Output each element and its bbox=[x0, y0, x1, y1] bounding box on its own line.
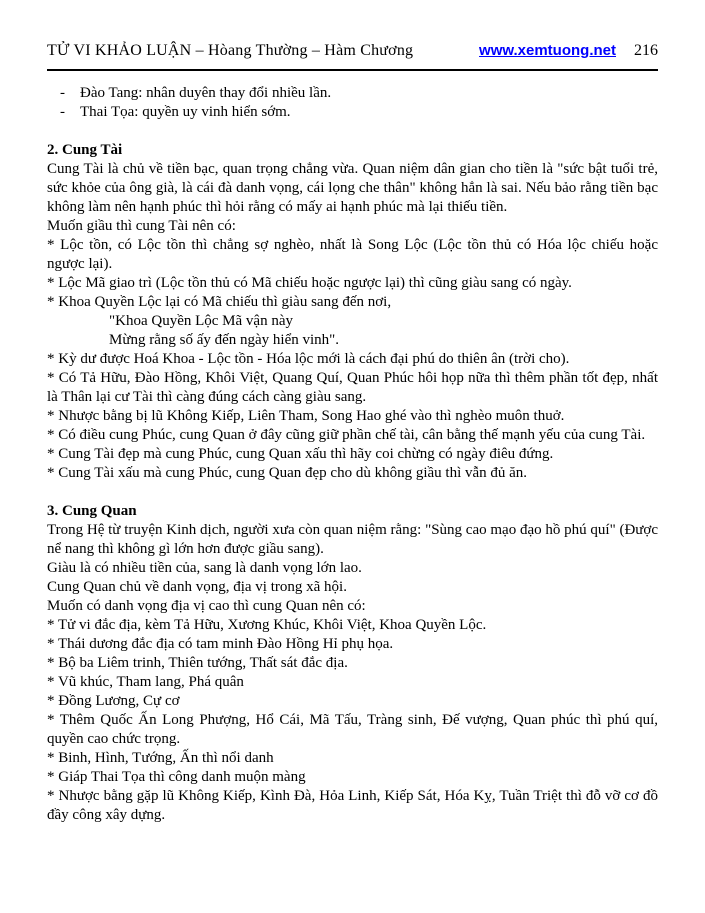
paragraph: * Nhược bằng gặp lũ Không Kiếp, Kình Đà, Hỏa Linh, Kiếp Sát, Hóa Kỵ, Tuần Triệt thì đỗ vỡ cơ đồ đầy công xây dựng. bbox=[47, 788, 658, 823]
list-item-text: Thai Tọa: quyền uy vinh hiển sớm. bbox=[80, 104, 291, 120]
section-body bbox=[47, 160, 658, 483]
paragraph: * Kỳ dư được Hoá Khoa - Lộc tồn - Hóa lộc mới là cách đại phú do thiên ân (trời cho). bbox=[47, 351, 570, 367]
list-item-text: Đào Tang: nhân duyên thay đổi nhiều lần. bbox=[80, 85, 332, 101]
paragraph: * Vũ khúc, Tham lang, Phá quân bbox=[47, 674, 244, 690]
website-link[interactable]: www.xemtuong.net bbox=[479, 42, 616, 59]
section-heading: 2. Cung Tài bbox=[47, 142, 123, 158]
paragraph: * Có Tả Hữu, Đào Hồng, Khôi Việt, Quang Quí, Quan Phúc hôi họp nữa thì thêm phần tốt đẹp, nhất là Thân lại cư Tài thì càng đúng cách càng giàu sang. bbox=[47, 370, 658, 405]
paragraph: * Giáp Thai Tọa thì công danh muộn màng bbox=[47, 769, 306, 785]
page-header bbox=[47, 42, 658, 60]
page-body bbox=[47, 84, 658, 825]
intro-list bbox=[47, 84, 658, 122]
paragraph: * Tử vi đắc địa, kèm Tả Hữu, Xương Khúc, Khôi Việt, Khoa Quyền Lộc. bbox=[47, 617, 487, 633]
list-item bbox=[47, 103, 658, 122]
page-number: 216 bbox=[634, 42, 658, 59]
paragraph: * Khoa Quyền Lộc lại có Mã chiếu thì giàu sang đến nơi, bbox=[47, 294, 392, 310]
paragraph: Cung Tài là chủ về tiền bạc, quan trọng chẳng vừa. Quan niệm dân gian cho tiền là "sức bật tuổi trẻ, sức khỏe của ông già, là cái đà danh vọng, cái lọng che thân" không hẳn là sai. Nếu bảo rằng tiền bạc không làm nên hạnh phúc thì hỏi rằng có mấy ai hạnh phúc mà lại thiếu tiền. bbox=[47, 161, 658, 215]
paragraph: "Khoa Quyền Lộc Mã vận này bbox=[109, 313, 293, 329]
paragraph: * Bộ ba Liêm trinh, Thiên tướng, Thất sát đắc địa. bbox=[47, 655, 348, 671]
section-body bbox=[47, 521, 658, 825]
paragraph: Mừng rằng số ấy đến ngày hiển vinh". bbox=[109, 332, 340, 348]
header-title: TỬ VI KHẢO LUẬN – Hòang Thường – Hàm Chương bbox=[47, 42, 414, 59]
section-cung-tai bbox=[47, 141, 658, 483]
section-cung-quan bbox=[47, 502, 658, 825]
section-heading: 3. Cung Quan bbox=[47, 503, 137, 519]
header-rule bbox=[47, 69, 658, 71]
paragraph: Trong Hệ từ truyện Kinh dịch, người xưa còn quan niệm rằng: "Sùng cao mạo đạo hồ phú quí" (Được nể nang thì không gì lớn hơn được giầu sang). bbox=[47, 522, 658, 557]
paragraph: * Đồng Lương, Cự cơ bbox=[47, 693, 180, 709]
paragraph: * Cung Tài đẹp mà cung Phúc, cung Quan xấu thì hãy coi chừng có ngày điêu đứng. bbox=[47, 446, 554, 462]
paragraph: Giàu là có nhiều tiền của, sang là danh vọng lớn lao. bbox=[47, 560, 362, 576]
paragraph: * Lộc tồn, có Lộc tồn thì chẳng sợ nghèo, nhất là Song Lộc (Lộc tồn thủ có Hóa lộc chiếu hoặc ngược lại). bbox=[47, 237, 658, 272]
paragraph: Muốn có danh vọng địa vị cao thì cung Quan nên có: bbox=[47, 598, 366, 614]
paragraph: Muốn giầu thì cung Tài nên có: bbox=[47, 218, 236, 234]
paragraph: * Cung Tài xấu mà cung Phúc, cung Quan đẹp cho dù không giầu thì vẫn đủ ăn. bbox=[47, 465, 528, 481]
paragraph: * Có điều cung Phúc, cung Quan ở đây cũng giữ phần chế tài, cân bằng thế mạnh yếu của cung Tài. bbox=[47, 427, 646, 443]
paragraph: * Nhược bằng bị lũ Không Kiếp, Liên Tham, Song Hao ghé vào thì nghèo muôn thuở. bbox=[47, 408, 565, 424]
paragraph: * Thái dương đắc địa có tam minh Đào Hồng Hỉ phụ họa. bbox=[47, 636, 394, 652]
paragraph: Cung Quan chủ về danh vọng, địa vị trong xã hội. bbox=[47, 579, 347, 595]
list-item bbox=[47, 84, 658, 103]
header-right bbox=[479, 42, 658, 60]
list-marker: - bbox=[60, 85, 65, 101]
paragraph: * Lộc Mã giao trì (Lộc tồn thủ có Mã chiếu hoặc ngược lại) thì cũng giàu sang có ngày. bbox=[47, 275, 572, 291]
list-marker: - bbox=[60, 104, 65, 120]
paragraph: * Thêm Quốc Ấn Long Phượng, Hổ Cái, Mã Tấu, Tràng sinh, Đế vượng, Quan phúc thì phú quí, quyền cao chức trọng. bbox=[47, 712, 658, 747]
paragraph: * Binh, Hình, Tướng, Ấn thì nổi danh bbox=[47, 750, 274, 766]
